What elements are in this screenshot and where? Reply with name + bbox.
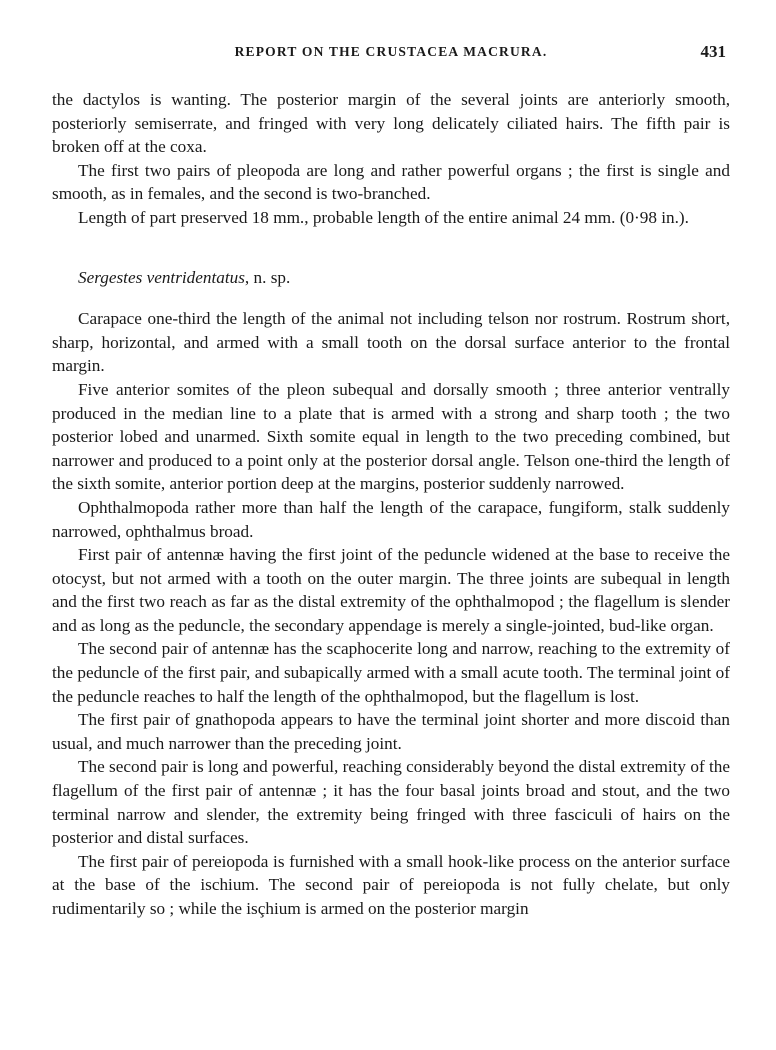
body-text xyxy=(52,88,730,921)
paragraph: The second pair is long and powerful, reaching considerably beyond the distal extremity of the flagellum of the first pair of antennæ ; it has the four basal joints broad and stout, and the two terminal narrow and slender, the extremity being fringed with three fasciculi of hairs on the posterior and distal surfaces. xyxy=(52,757,730,848)
running-head xyxy=(52,40,730,66)
paragraph: Five anterior somites of the pleon subequal and dorsally smooth ; three anterior ventrally produced in the median line to a plate that is armed with a strong and sharp tooth ; the two posterior lobed and unarmed. Sixth somite equal in length to the two preceding combined, but narrower and produced to a point only at the posterior dorsal angle. Telson one-third the length of the sixth somite, anterior portion deep at the margins, posterior suddenly narrowed. xyxy=(52,379,730,494)
paragraph: Ophthalmopoda rather more than half the length of the carapace, fungiform, stalk suddenly narrowed, ophthalmus broad. xyxy=(52,497,730,541)
page-number: 431 xyxy=(700,42,726,61)
paragraph: First pair of antennæ having the first joint of the peduncle widened at the base to receive the otocyst, but not armed with a tooth on the outer margin. The three joints are subequal in length and the first two reach as far as the distal extremity of the ophthalmopod ; the flagellum is slender and as long as the peduncle, the secondary appendage is merely a single-jointed, bud-like organ. xyxy=(52,545,730,635)
paragraph-continued: the dactylos is wanting. The posterior margin of the several joints are anteriorly smooth, posteriorly semiserrate, and fringed with very long delicately ciliated hairs. The fifth pair is broken off at the coxa. xyxy=(52,90,730,157)
paragraph: Carapace one-third the length of the animal not including telson nor rostrum. Rostrum short, sharp, horizontal, and armed with a small tooth on the dorsal surface anterior to the frontal margin. xyxy=(52,309,730,376)
paragraph: The first two pairs of pleopoda are long and rather powerful organs ; the first is single and smooth, as in females, and the second is two-branched. xyxy=(52,160,730,204)
paragraph: Length of part preserved 18 mm., probable length of the entire animal 24 mm. (0·98 in.). xyxy=(78,207,689,227)
paragraph: The first pair of gnathopoda appears to have the terminal joint shorter and more discoid than usual, and much narrower than the preceding joint. xyxy=(52,710,730,753)
running-title: REPORT ON THE CRUSTACEA MACRURA. xyxy=(234,44,548,59)
document-page xyxy=(52,40,730,921)
species-suffix: , n. sp. xyxy=(244,267,291,287)
species-name: Sergestes ventridentatus xyxy=(78,267,245,287)
paragraph: The first pair of pereiopoda is furnished with a small hook-like process on the anterior surface at the base of the ischium. The second pair of pereiopoda is not fully chelate, but only rudimentarily so ; while the isçhium is armed on the posterior margin xyxy=(52,851,730,918)
species-heading xyxy=(52,266,730,290)
paragraph: The second pair of antennæ has the scaphocerite long and narrow, reaching to the extremity of the peduncle of the first pair, and subapically armed with a small acute tooth. The terminal joint of the peduncle reaches to half the length of the ophthalmopod, but the flagellum is lost. xyxy=(52,639,730,706)
